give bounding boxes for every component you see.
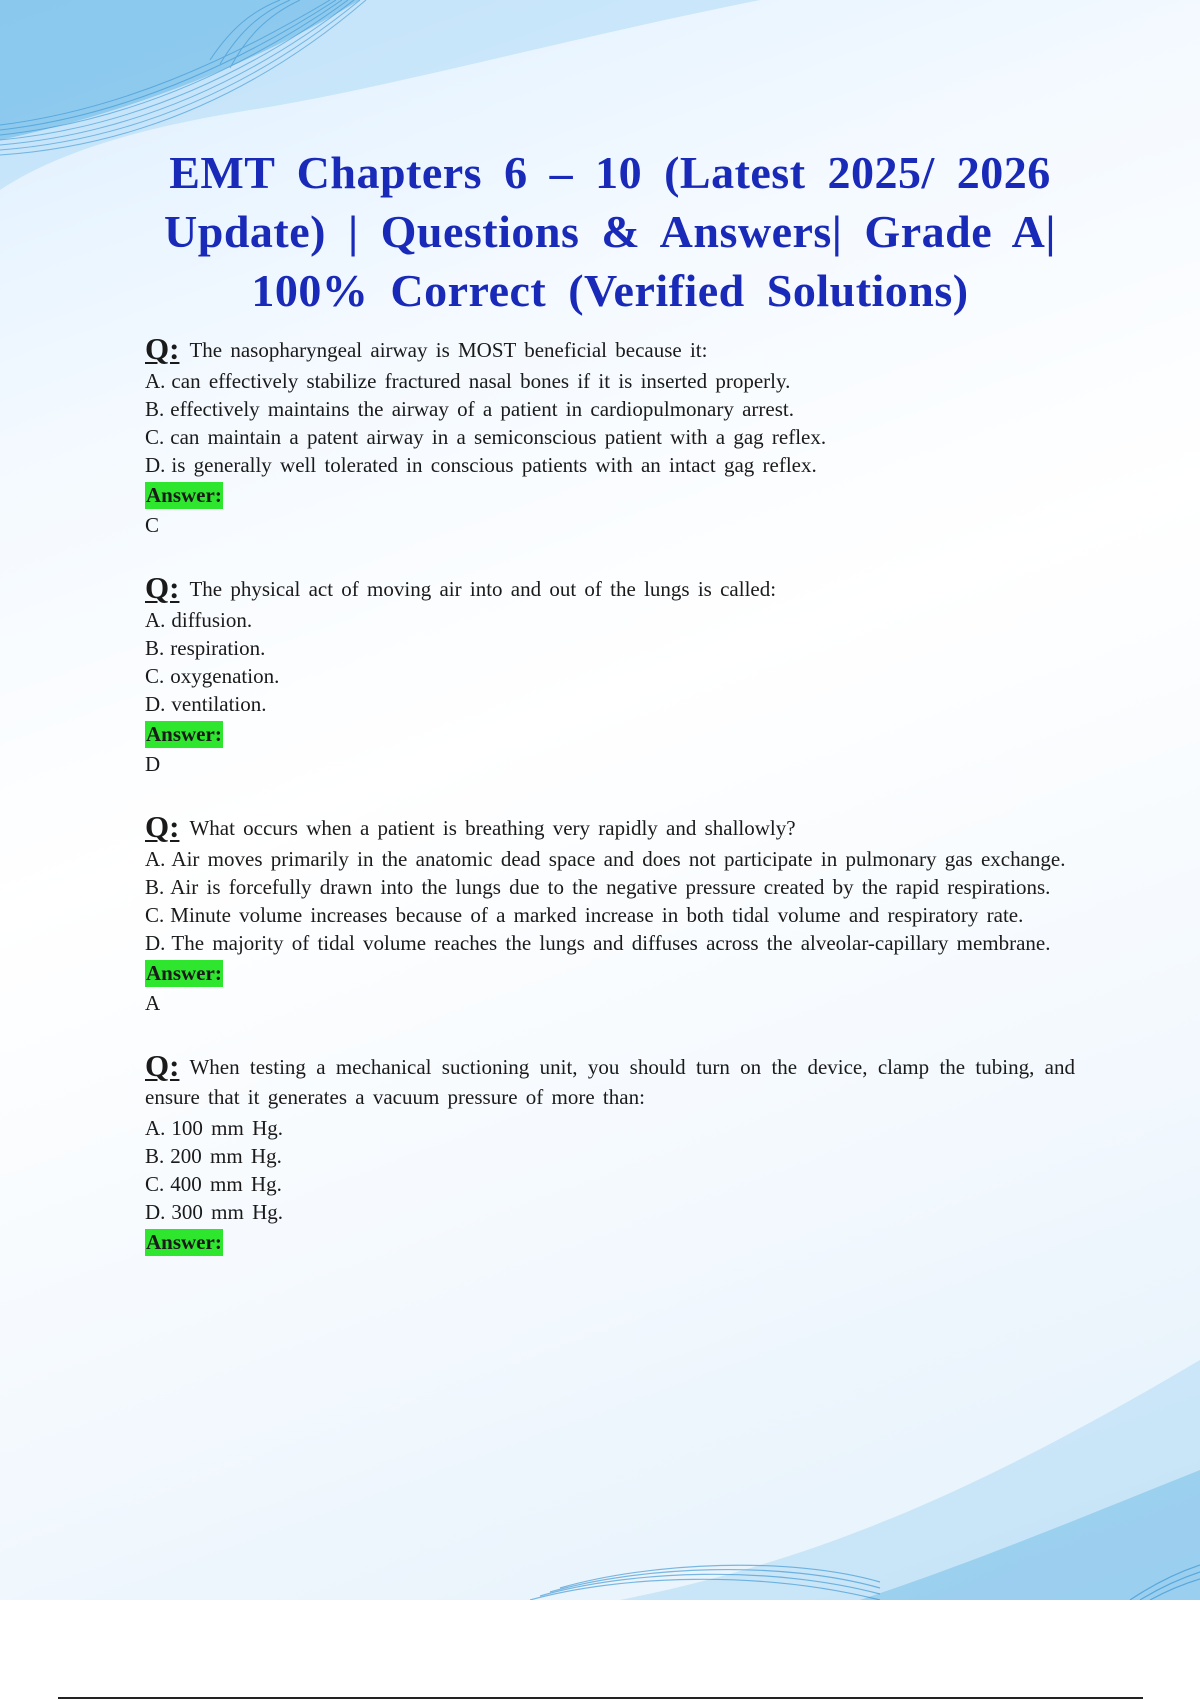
option-text: diffusion. <box>171 608 253 632</box>
question-block <box>145 331 1075 539</box>
question-text: The physical act of moving air into and out of the lungs is called: <box>189 577 777 601</box>
answer-label: Answer: <box>146 1230 222 1254</box>
option-text: 200 mm Hg. <box>170 1144 282 1168</box>
option-text: respiration. <box>170 636 266 660</box>
option-text: Air moves primarily in the anatomic dead space and does not participate in pulmonary gas exchange. <box>171 847 1066 871</box>
answer-option <box>145 1170 1075 1198</box>
answer-option <box>145 1198 1075 1226</box>
question-text: What occurs when a patient is breathing very rapidly and shallowly? <box>189 816 796 840</box>
answer-label: Answer: <box>146 722 222 746</box>
question-line <box>145 1048 1075 1112</box>
question-label: Q: <box>145 1048 180 1083</box>
question-label: Q: <box>145 809 180 844</box>
option-letter: D. <box>145 692 166 716</box>
option-letter: A. <box>145 847 166 871</box>
option-letter: C. <box>145 425 165 449</box>
question-block <box>145 1048 1075 1256</box>
option-text: can effectively stabilize fractured nasal bones if it is inserted properly. <box>171 369 791 393</box>
footer-rule <box>58 1697 1143 1699</box>
option-letter: C. <box>145 664 165 688</box>
question-label: Q: <box>145 331 180 366</box>
option-text: is generally well tolerated in conscious patients with an intact gag reflex. <box>171 453 817 477</box>
answer-option <box>145 873 1075 901</box>
option-letter: A. <box>145 608 166 632</box>
answer-option <box>145 367 1075 395</box>
question-block <box>145 809 1075 1017</box>
option-text: Minute volume increases because of a marked increase in both tidal volume and respiratory rate. <box>170 903 1024 927</box>
answer-option <box>145 929 1075 957</box>
question-block <box>145 570 1075 778</box>
answer-label: Answer: <box>146 483 222 507</box>
question-label: Q: <box>145 570 180 605</box>
option-letter: D. <box>145 453 166 477</box>
option-letter: C. <box>145 903 165 927</box>
answer-option <box>145 634 1075 662</box>
question-line <box>145 570 1075 605</box>
answer-option <box>145 606 1075 634</box>
option-letter: D. <box>145 1200 166 1224</box>
answer-option <box>145 845 1075 873</box>
option-letter: B. <box>145 636 165 660</box>
option-letter: C. <box>145 1172 165 1196</box>
answer-option <box>145 451 1075 479</box>
option-text: oxygenation. <box>170 664 280 688</box>
question-line <box>145 809 1075 844</box>
option-text: effectively maintains the airway of a patient in cardiopulmonary arrest. <box>170 397 794 421</box>
answer-option <box>145 690 1075 718</box>
answer-label: Answer: <box>146 961 222 985</box>
option-text: 400 mm Hg. <box>170 1172 282 1196</box>
option-text: can maintain a patent airway in a semiconscious patient with a gag reflex. <box>170 425 827 449</box>
option-letter: B. <box>145 1144 165 1168</box>
option-letter: B. <box>145 875 165 899</box>
option-letter: D. <box>145 931 166 955</box>
answer-option <box>145 423 1075 451</box>
option-text: The majority of tidal volume reaches the lungs and diffuses across the alveolar-capillary membrane. <box>171 931 1051 955</box>
option-text: ventilation. <box>171 692 267 716</box>
option-letter: A. <box>145 1116 166 1140</box>
document-content <box>145 143 1075 1290</box>
option-letter: B. <box>145 397 165 421</box>
question-text: The nasopharyngeal airway is MOST beneficial because it: <box>189 338 708 362</box>
answer-option <box>145 901 1075 929</box>
answer-value: A <box>145 991 161 1015</box>
document-title: EMT Chapters 6 – 10 (Latest 2025/ 2026 Update) | Questions & Answers| Grade A| 100% Correct (Verified Solutions) <box>164 147 1056 316</box>
answer-option <box>145 1114 1075 1142</box>
option-text: 100 mm Hg. <box>171 1116 284 1140</box>
answer-value: C <box>145 513 160 537</box>
answer-option <box>145 1142 1075 1170</box>
answer-option <box>145 395 1075 423</box>
answer-value: D <box>145 752 161 776</box>
question-text: When testing a mechanical suctioning unit, you should turn on the device, clamp the tubing, and ensure that it generates a vacuum pressure of more than: <box>145 1055 1075 1109</box>
option-text: 300 mm Hg. <box>171 1200 284 1224</box>
option-text: Air is forcefully drawn into the lungs due to the negative pressure created by the rapid respirations. <box>170 875 1051 899</box>
option-letter: A. <box>145 369 166 393</box>
answer-option <box>145 662 1075 690</box>
question-line <box>145 331 1075 366</box>
